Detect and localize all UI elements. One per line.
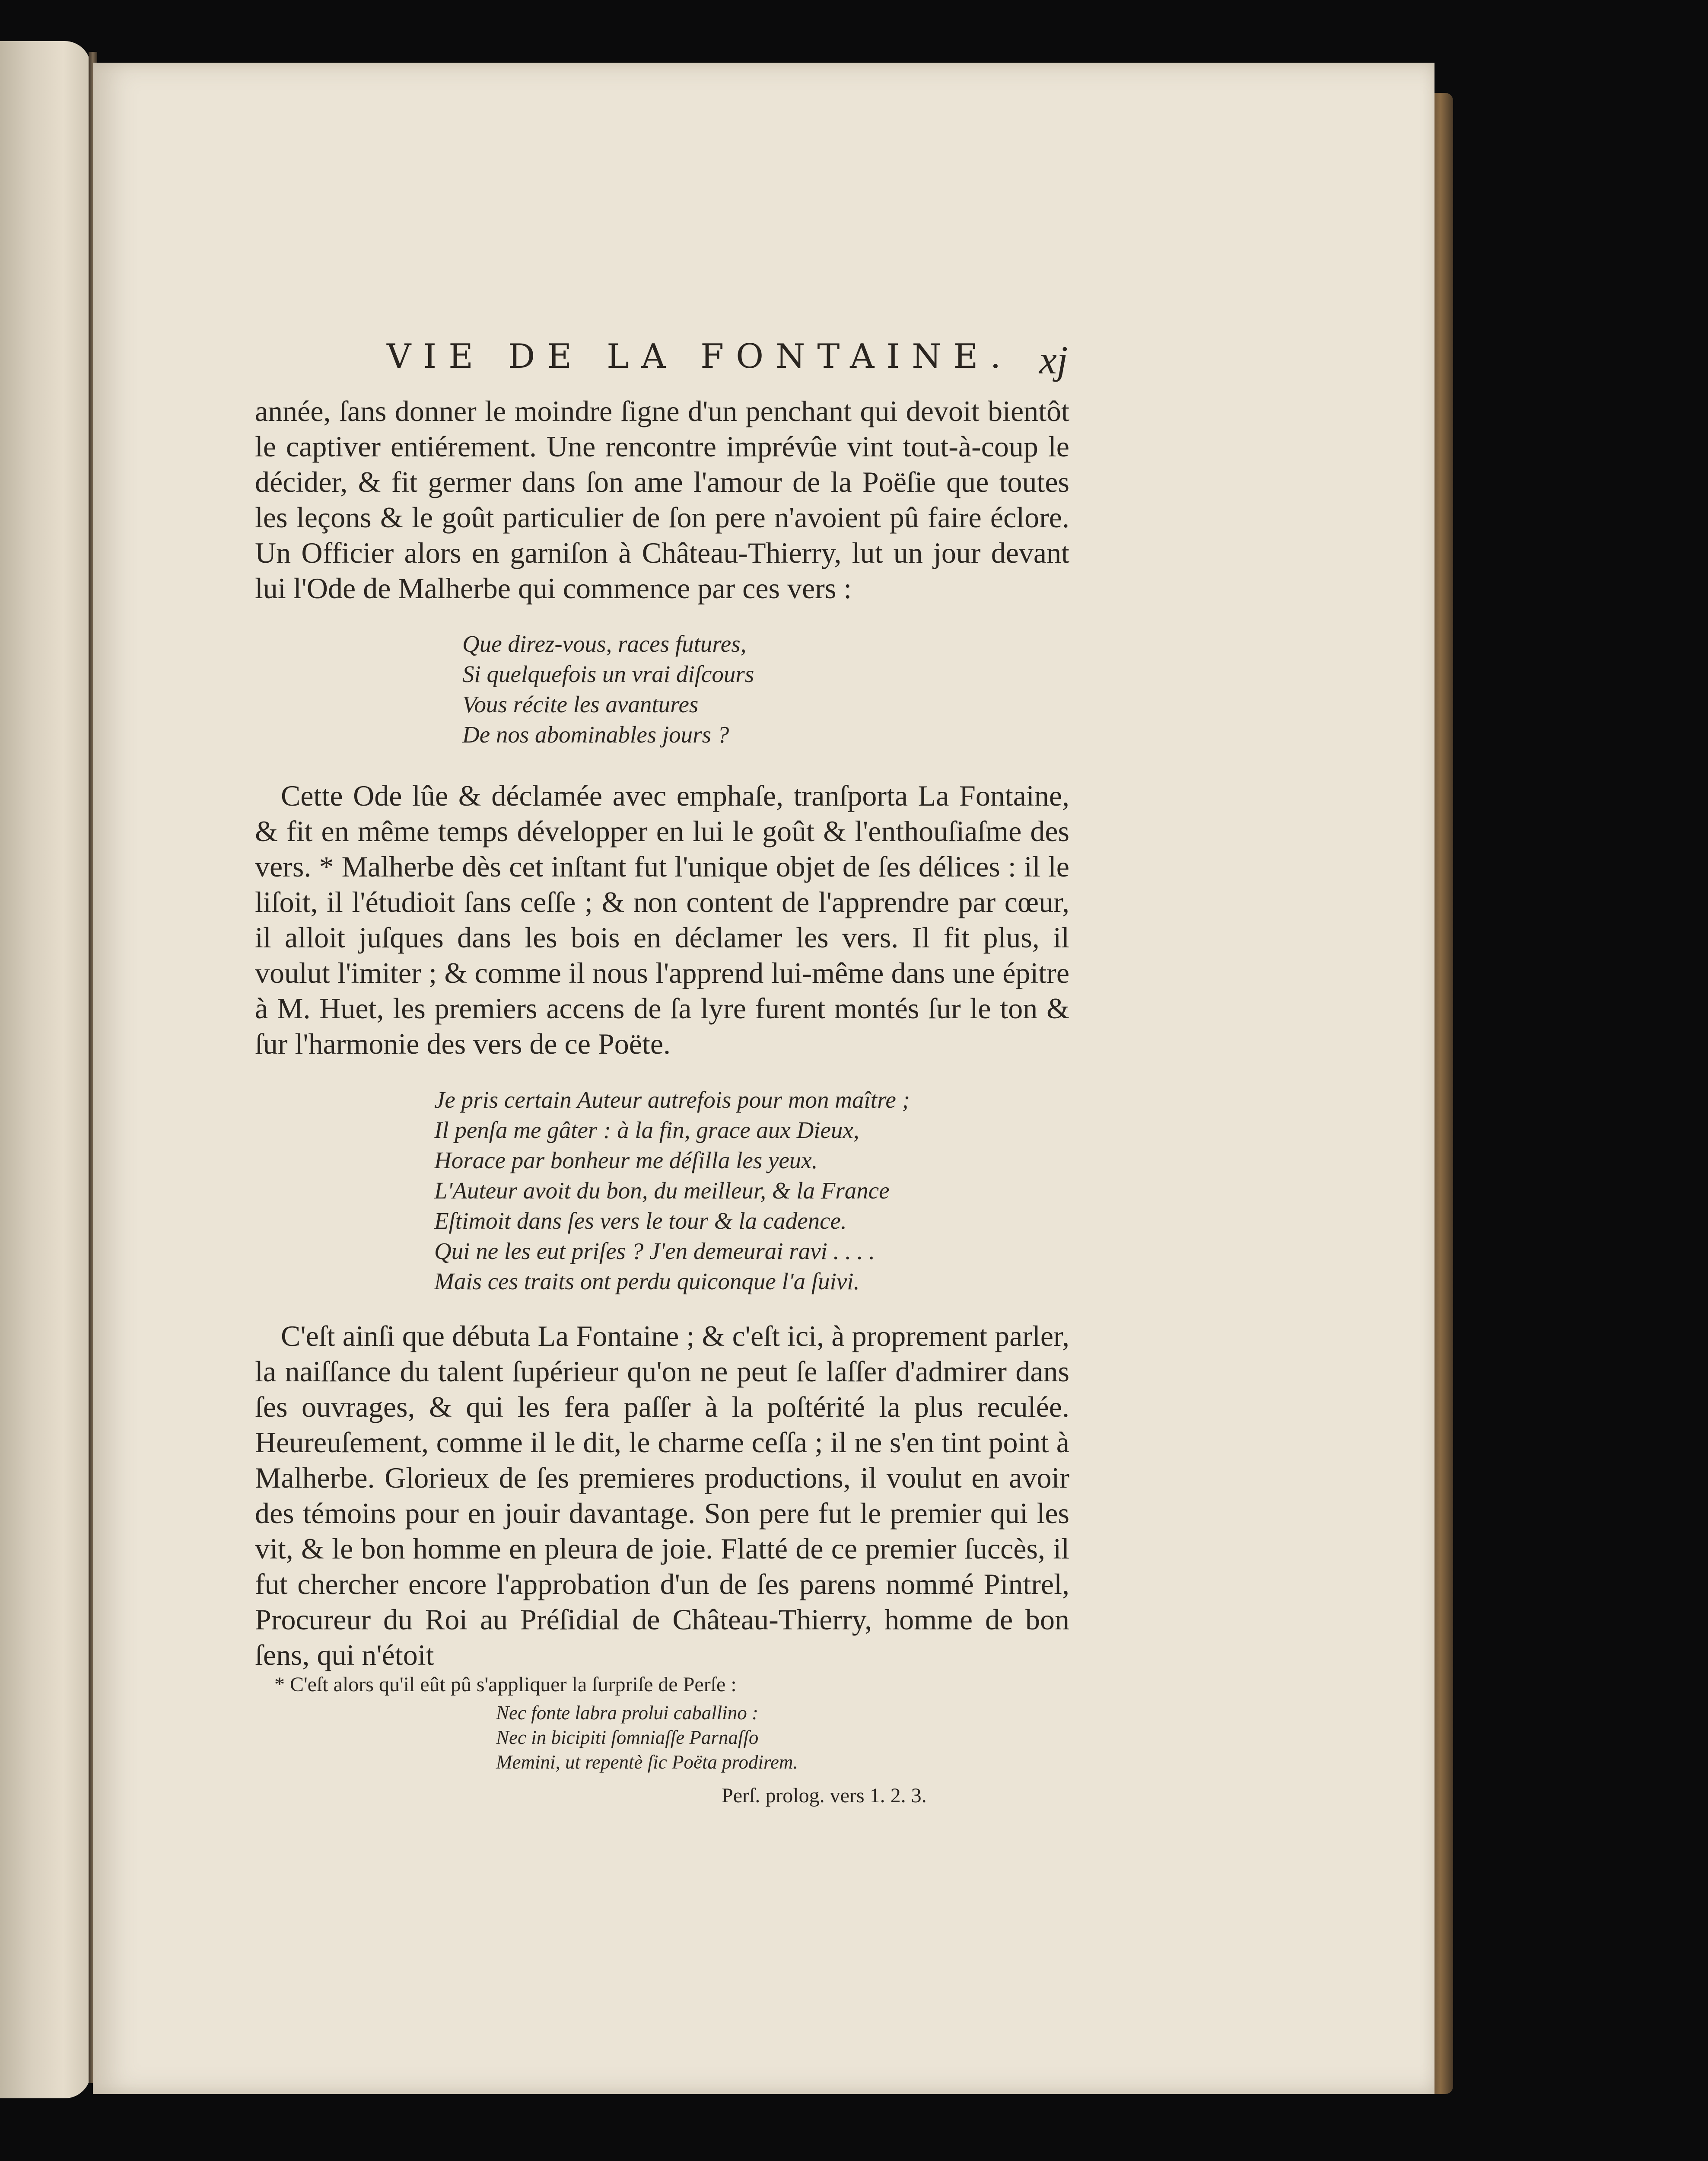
footnote-citation: Perſ. prolog. vers 1. 2. 3.: [722, 1784, 927, 1807]
verse-line: L'Auteur avoit du bon, du meilleur, & la France: [434, 1177, 890, 1204]
verse-line: Vous récite les avantures: [462, 691, 699, 717]
verse-line: Qui ne les eut priſes ? J'en demeurai ravi . . . .: [434, 1238, 875, 1264]
verse-line: Si quelquefois un vrai diſcours: [462, 661, 754, 687]
verse-line: Il penſa me gâter : à la fin, grace aux Dieux,: [434, 1117, 859, 1143]
verse-line: Horace par bonheur me déſilla les yeux.: [434, 1147, 818, 1173]
page-number: xj: [1039, 338, 1068, 382]
verse-line: De nos abominables jours ?: [462, 721, 729, 748]
paragraph-3: C'eſt ainſi que débuta La Fontaine ; & c'eſt ici, à proprement parler, la naiſſance du talent ſupérieur qu'on ne peut ſe laſſer d'admirer dans ſes ouvrages, & qui les fera paſſer à la poſtérité la plus reculée. Heureuſement, comme il le dit, le charme ceſſa ; il ne s'en tint point à Malherbe. Glorieux de ſes premieres productions, il voulut en avoir des témoins pour en jouir davantage. Son pere fut le premier qui les vit, & le bon homme en pleura de joie. Flatté de ce premier ſuccès, il fut chercher encore l'approbation d'un de ſes parens nommé Pintrel, Procureur du Roi au Préſidial de Château-Thierry, homme de bon ſens, qui n'étoit: [255, 1320, 1069, 1671]
verse-line: Eſtimoit dans ſes vers le tour & la cadence.: [434, 1208, 847, 1234]
left-page-edge: [0, 41, 91, 2098]
footnote-verse: [496, 1701, 798, 1775]
verse-line: Que direz-vous, races futures,: [462, 631, 747, 657]
footnote-intro: * C'eſt alors qu'il eût pû s'appliquer la ſurpriſe de Perſe :: [274, 1673, 737, 1696]
footnote-verse-line: Memini, ut repentè ſic Poëta prodirem.: [496, 1751, 798, 1773]
verse-line: Mais ces traits ont perdu quiconque l'a ſuivi.: [434, 1268, 860, 1294]
paragraph-1: année, ſans donner le moindre ſigne d'un penchant qui devoit bientôt le captiver entiérement. Une rencontre imprévûe vint tout-à-coup le décider, & fit germer dans ſon ame l'amour de la Poëſie que toutes les leçons & le goût particulier de ſon pere n'avoient pû faire éclore. Un Officier alors en garniſon à Château-Thierry, lut un jour devant lui l'Ode de Malherbe qui commence par ces vers :: [255, 395, 1069, 605]
footnote-verse-line: Nec in bicipiti ſomniaſſe Parnaſſo: [496, 1727, 759, 1748]
verse-line: Je pris certain Auteur autrefois pour mon maître ;: [434, 1087, 910, 1113]
footnote-verse-line: Nec fonte labra prolui caballino :: [496, 1702, 759, 1724]
verse-quote-epitre: [434, 1085, 910, 1297]
paragraph-2: Cette Ode lûe & déclamée avec emphaſe, tranſporta La Fontaine, & fit en même temps développer en lui le goût & l'enthouſiaſme des vers. * Malherbe dès cet inſtant fut l'unique objet de ſes délices : il le liſoit, il l'étudioit ſans ceſſe ; & non content de l'apprendre par cœur, il alloit juſques dans les bois en déclamer les vers. Il fit plus, il voulut l'imiter ; & comme il nous l'apprend lui-même dans une épitre à M. Huet, les premiers accens de ſa lyre furent montés ſur le ton & ſur l'harmonie des vers de ce Poëte.: [255, 779, 1069, 1060]
running-title: VIE DE LA FONTAINE.: [387, 337, 1013, 376]
verse-quote-malherbe: [462, 629, 754, 750]
